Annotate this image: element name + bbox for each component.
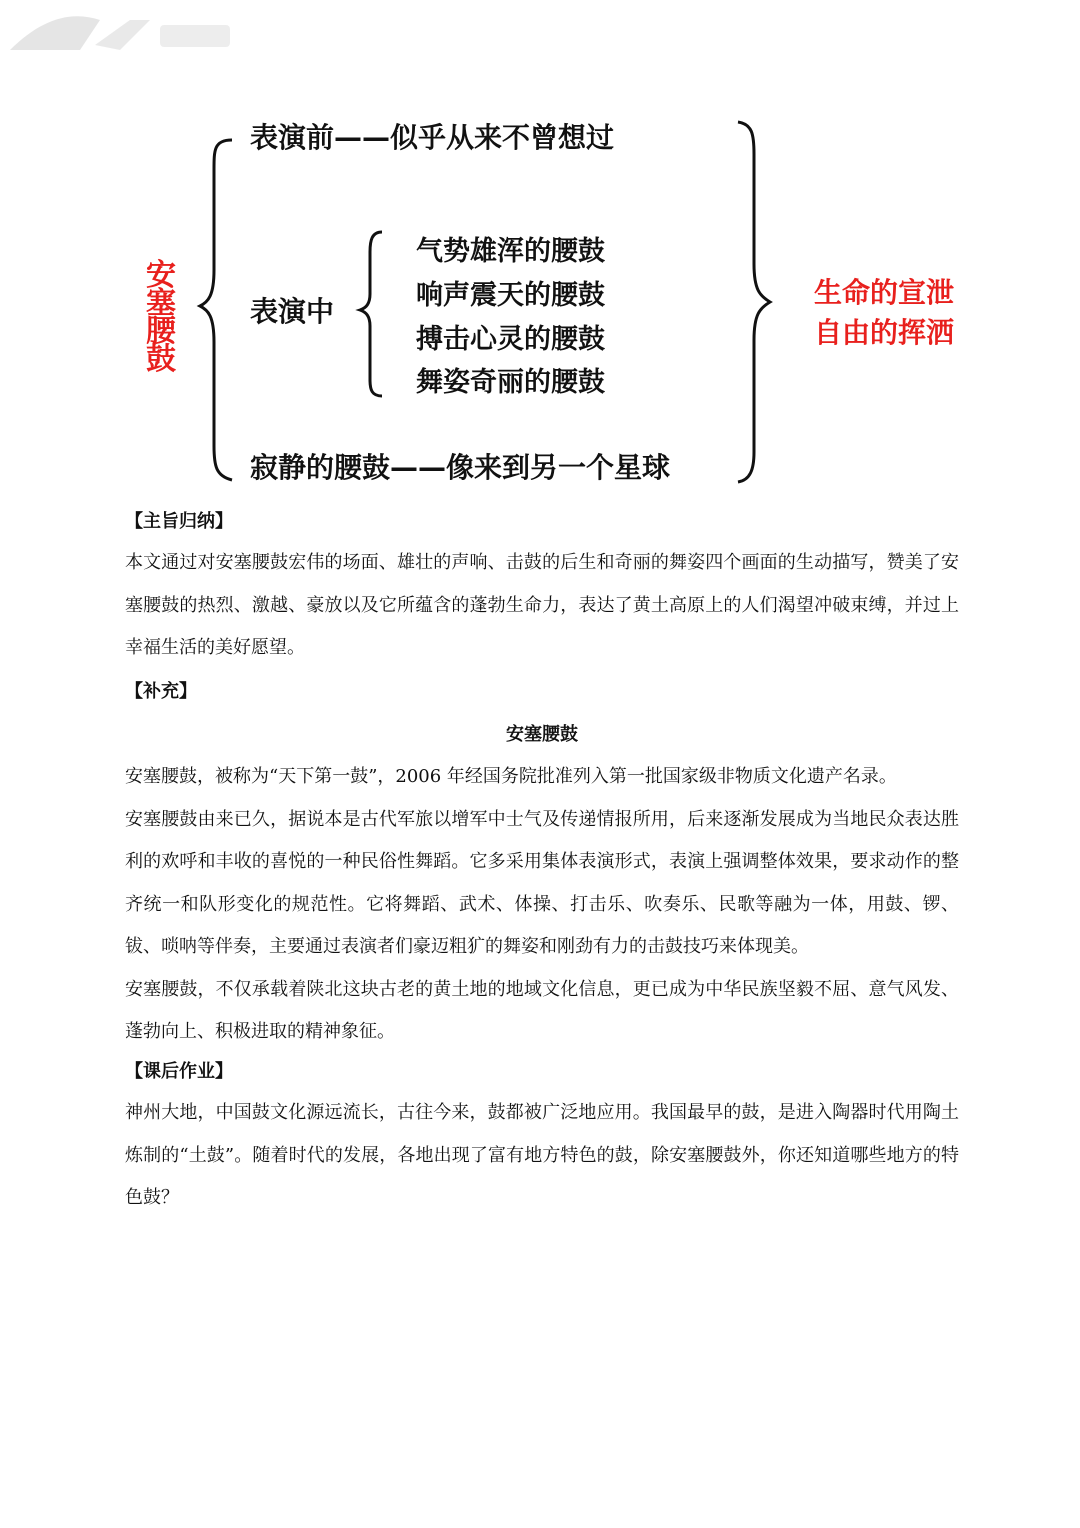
diagram-during-item: 舞姿奇丽的腰鼓 — [416, 367, 605, 398]
supplement-paragraph: 安塞腰鼓，不仅承载着陕北这块古老的黄土地的地域文化信息，更已成为中华民族坚毅不屈、意气风发、蓬勃向上、积极进取的精神象征。 — [125, 978, 959, 1042]
supplement-paragraph: 安塞腰鼓，被称为“天下第一鼓”，2006 年经国务院批准列入第一批国家级非物质文化遗产名录。 — [125, 766, 897, 787]
diagram-during-item: 气势雄浑的腰鼓 — [416, 236, 605, 267]
inner-brace — [360, 232, 382, 396]
diagram-conclusion-line: 生命的宣泄 — [814, 276, 955, 309]
watermark-logo — [0, 0, 240, 60]
structure-diagram — [0, 0, 1080, 500]
homework-text: 神州大地，中国鼓文化源远流长，古往今来，鼓都被广泛地应用。我国最早的鼓，是进入陶器时代用陶土炼制的“土鼓”。随着时代的发展，各地出现了富有地方特色的鼓，除安塞腰鼓外，你还知道哪些地方的特色鼓？ — [125, 1102, 959, 1208]
diagram-conclusion-line: 自由的挥洒 — [814, 316, 955, 349]
left-brace — [200, 140, 232, 480]
right-brace — [738, 122, 770, 482]
supplement-title: 安塞腰鼓 — [506, 724, 578, 745]
supplement-paragraphs — [125, 756, 959, 1054]
homework-heading: 【课后作业】 — [125, 1061, 233, 1082]
supplement-heading: 【补充】 — [125, 681, 197, 702]
summary-heading: 【主旨归纳】 — [125, 511, 233, 532]
supplement-paragraph: 安塞腰鼓由来已久，据说本是古代军旅以增军中士气及传递情报所用，后来逐渐发展成为当地民众表达胜利的欢呼和丰收的喜悦的一种民俗性舞蹈。它多采用集体表演形式，表演上强调整体效果，要求动作的整齐统一和队形变化的规范性。它将舞蹈、武术、体操、打击乐、吹奏乐、民歌等融为一体，用鼓、锣、钹、唢呐等伴奏，主要通过表演者们豪迈粗犷的舞姿和刚劲有力的击鼓技巧来体现美。 — [125, 808, 959, 957]
diagram-root-label: 安塞腰鼓 — [146, 258, 176, 377]
diagram-after-label: 寂静的腰鼓——像来到另一个星球 — [250, 451, 671, 484]
diagram-during-label: 表演中 — [250, 295, 335, 328]
summary-text: 本文通过对安塞腰鼓宏伟的场面、雄壮的声响、击鼓的后生和奇丽的舞姿四个画面的生动描写，赞美了安塞腰鼓的热烈、激越、豪放以及它所蕴含的蓬勃生命力，表达了黄土高原上的人们渴望冲破束缚，并过上幸福生活的美好愿望。 — [125, 552, 959, 658]
diagram-during-item: 响声震天的腰鼓 — [416, 280, 605, 311]
diagram-during-item: 搏击心灵的腰鼓 — [416, 324, 605, 355]
diagram-before-label: 表演前——似乎从来不曾想过 — [250, 121, 615, 154]
